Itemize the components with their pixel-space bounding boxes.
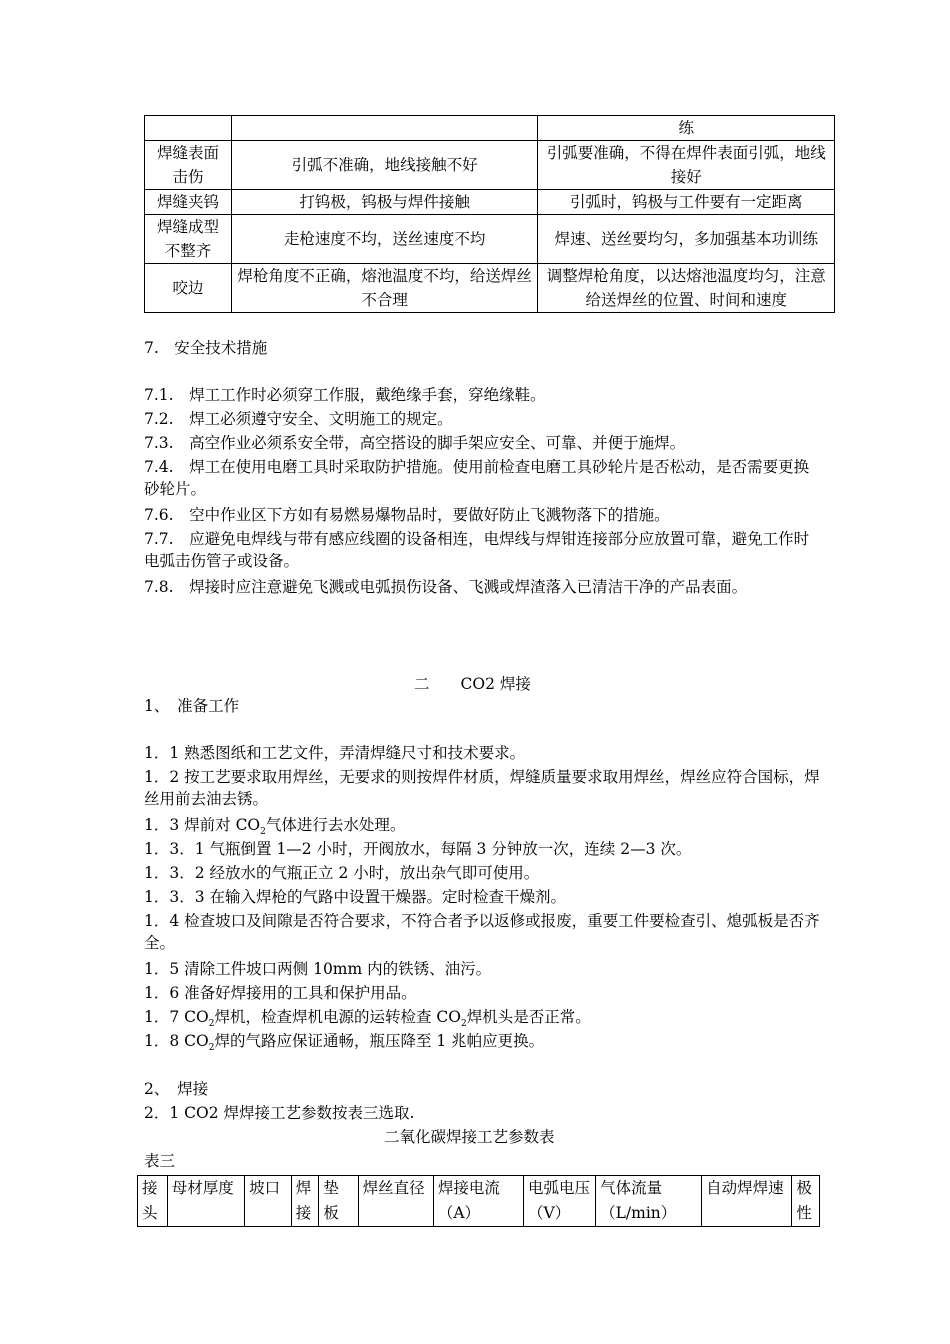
header-cell: 坡口 [245,1176,292,1227]
safety-item: 7.2. 焊工必须遵守安全、文明施工的规定。 [144,410,453,428]
safety-item: 7.3. 高空作业必须系安全带，高空搭设的脚手架应安全、可靠、并便于施焊。 [144,434,686,452]
table-row [145,116,835,141]
safety-item: 7.7. 应避免电焊线与带有感应线圈的设备相连，电焊线与焊钳连接部分应放置可靠，避免工作时电弧击伤管子或设备。 [144,530,810,570]
header-cell: 自动焊焊速 [702,1176,792,1227]
cause-cell: 打钨极，钨极与焊件接触 [231,190,538,215]
cause-cell: 焊枪角度不正确，熔池温度不均，给送焊丝不合理 [231,264,538,313]
table-row [145,215,835,264]
table-label: 表三 [144,1152,176,1170]
safety-heading: 7. 安全技术措施 [144,339,268,357]
defect-cell: 焊缝夹钨 [145,190,232,215]
prep-item: 1．8 $CO_2$焊的气路应保证通畅，瓶压降至 1 兆帕应更换。 [144,1032,545,1054]
measure-cell: 引弧时，钨极与工件要有一定距离 [538,190,835,215]
safety-item: 7.1. 焊工工作时必须穿工作服，戴绝缘手套，穿绝缘鞋。 [144,386,546,404]
header-cell: 母材厚度 [167,1176,244,1227]
prep-item: 1．4 检查坡口及间隙是否符合要求，不符合者予以返修或报废，重要工件要检查引、熄弧板是否齐全。 [144,912,820,952]
header-cell: 垫板 [319,1176,358,1227]
measure-cell: 练 [538,116,835,141]
defect-cell: 咬边 [145,264,232,313]
prep-item: 1．3．2 经放水的气瓶正立 2 小时，放出杂气即可使用。 [144,864,540,882]
params-table [137,1175,820,1227]
prep-item: 1．5 清除工件坡口两侧 10mm 内的铁锈、油污。 [144,960,492,978]
header-cell: 电弧电压（V） [524,1176,596,1227]
prep-item: 1．3．3 在输入焊枪的气路中设置干燥器。定时检查干燥剂。 [144,888,567,906]
measure-cell: 焊速、送丝要均匀，多加强基本功训练 [538,215,835,264]
header-cell: 焊接 [291,1176,319,1227]
prep-item: 1．3．1 气瓶倒置 1—2 小时，开阀放水，每隔 3 分钟放一次，连续 2—3 次。 [144,840,692,858]
table-header-row [138,1176,820,1227]
safety-item: 7.4. 焊工在使用电磨工具时采取防护措施。使用前检查电磨工具砂轮片是否松动，是否需要更换砂轮片。 [144,458,810,498]
header-cell: 接头 [138,1176,168,1227]
prep-item: 1．7 $CO_2$焊机，检查焊机电源的运转检查 $CO_2$焊机头是否正常。 [144,1008,591,1030]
header-cell: 焊丝直径 [358,1176,433,1227]
table-row [145,264,835,313]
defect-table [144,115,835,313]
prep-item: 1．1 熟悉图纸和工艺文件，弄清焊缝尺寸和技术要求。 [144,744,526,762]
measure-cell: 引弧要准确，不得在焊件表面引弧，地线接好 [538,141,835,190]
cause-cell: 引弧不准确，地线接触不好 [231,141,538,190]
prep-item: 1．6 准备好焊接用的工具和保护用品。 [144,984,417,1002]
cause-cell: 走枪速度不均，送丝速度不均 [231,215,538,264]
table-row [145,141,835,190]
header-cell: 极性 [792,1176,820,1227]
section-title: 二 CO2 焊接 [414,675,531,693]
defect-cell: 焊缝表面击伤 [145,141,232,190]
weld-item: 2．1 CO2 焊焊接工艺参数按表三选取. [144,1104,415,1122]
table-title: 二氧化碳焊接工艺参数表 [384,1128,555,1146]
header-cell: 气体流量（L/min） [596,1176,702,1227]
prep-item: 1．2 按工艺要求取用焊丝，无要求的则按焊件材质，焊缝质量要求取用焊丝，焊丝应符合国标，焊丝用前去油去锈。 [144,768,820,808]
weld-heading: 2、 焊接 [144,1080,209,1098]
prep-item: 1．3 焊前对 $CO_2$气体进行去水处理。 [144,816,406,838]
defect-cell [145,116,232,141]
header-cell: 焊接电流（A） [433,1176,523,1227]
prep-heading: 1、 准备工作 [144,697,240,715]
table-row [145,190,835,215]
defect-cell: 焊缝成型不整齐 [145,215,232,264]
safety-item: 7.6. 空中作业区下方如有易燃易爆物品时，要做好防止飞溅物落下的措施。 [144,506,670,524]
safety-item: 7.8. 焊接时应注意避免飞溅或电弧损伤设备、飞溅或焊渣落入已清洁干净的产品表面。 [144,578,748,596]
measure-cell: 调整焊枪角度，以达熔池温度均匀，注意给送焊丝的位置、时间和速度 [538,264,835,313]
cause-cell [231,116,538,141]
